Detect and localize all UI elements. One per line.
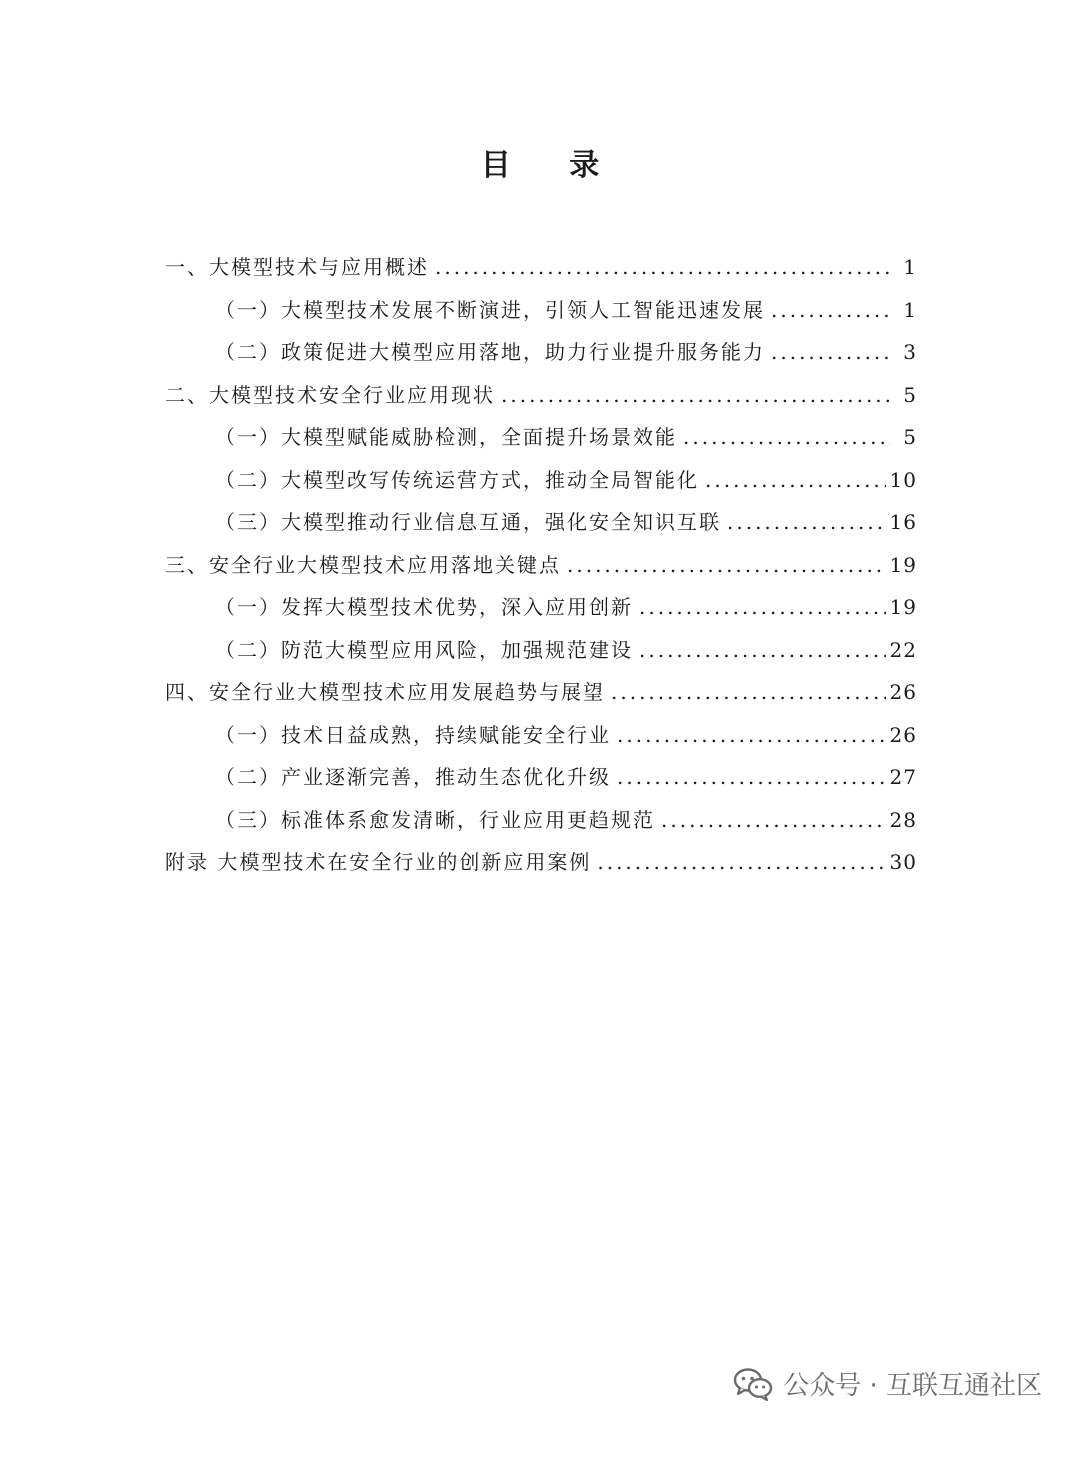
toc-entry-label: 附录 大模型技术在安全行业的创新应用案例 [165,850,592,874]
leader-dots [617,756,886,799]
toc-entry-page: 5 [903,425,917,449]
toc-entry[interactable] [165,671,917,714]
toc-entry-page: 30 [889,850,917,874]
toc-entry[interactable] [165,459,917,502]
toc-entry-page: 26 [889,680,917,704]
wechat-watermark [733,1365,1042,1402]
leader-dots [727,501,886,544]
toc-entry[interactable] [165,629,917,672]
toc-entry-label: （二）政策促进大模型应用落地，助力行业提升服务能力 [215,340,765,364]
toc-entry-page: 1 [903,297,917,322]
watermark-text: 公众号 · 互联互通社区 [783,1371,1042,1401]
toc-entry[interactable] [165,501,917,544]
leader-dots [661,799,886,842]
toc-entry-label: （二）防范大模型应用风险，加强规范建设 [215,637,633,662]
toc-entry-page: 1 [903,255,917,279]
toc-entry[interactable] [165,586,917,629]
toc-entry-label: （三）标准体系愈发清晰，行业应用更趋规范 [215,807,655,832]
leader-dots [611,671,886,714]
leader-dots [617,714,886,757]
toc-entry-page: 26 [889,722,917,747]
toc-entry[interactable] [165,374,917,417]
toc-entry-page: 10 [889,467,917,492]
toc-entry-page: 19 [889,552,917,577]
toc-entry[interactable] [165,714,917,757]
leader-dots [683,416,891,459]
toc-entry-label: 三、安全行业大模型技术应用落地关键点 [165,552,561,577]
toc-entry-page: 16 [889,510,917,534]
toc-entry-label: （一）大模型赋能威胁检测，全面提升场景效能 [215,425,677,449]
toc-entry-page: 5 [903,382,917,407]
leader-dots [597,841,885,884]
toc-entry-label: （二）大模型改写传统运营方式，推动全局智能化 [215,467,699,492]
toc-entry[interactable] [165,841,917,884]
leader-dots [567,544,886,587]
toc-entry[interactable] [165,416,917,459]
toc-entry[interactable] [165,331,917,374]
leader-dots [639,629,886,672]
leader-dots [435,246,891,289]
toc-entry-page: 27 [889,765,917,789]
toc-entry-label: 一、大模型技术与应用概述 [165,255,429,279]
table-of-contents [165,246,917,884]
wechat-icon [733,1367,773,1401]
toc-entry-label: （二）产业逐渐完善，推动生态优化升级 [215,765,611,789]
leader-dots [771,289,891,332]
toc-entry-page: 28 [889,807,917,832]
toc-entry[interactable] [165,544,917,587]
leader-dots [771,331,891,374]
toc-entry-label: 二、大模型技术安全行业应用现状 [165,382,495,407]
toc-entry-page: 3 [903,340,917,364]
toc-entry-label: （三）大模型推动行业信息互通，强化安全知识互联 [215,510,721,534]
toc-entry-label: （一）发挥大模型技术优势，深入应用创新 [215,595,633,619]
toc-entry-page: 19 [889,595,917,619]
toc-entry[interactable] [165,246,917,289]
toc-entry-label: 四、安全行业大模型技术应用发展趋势与展望 [165,680,605,704]
toc-entry-label: （一）技术日益成熟，持续赋能安全行业 [215,722,611,747]
toc-entry[interactable] [165,756,917,799]
leader-dots [639,586,886,629]
toc-entry-page: 22 [889,637,917,662]
page-title: 目 录 [480,148,624,183]
toc-entry[interactable] [165,289,917,332]
leader-dots [705,459,886,502]
leader-dots [501,374,891,417]
toc-entry-label: （一）大模型技术发展不断演进，引领人工智能迅速发展 [215,297,765,322]
toc-entry[interactable] [165,799,917,842]
